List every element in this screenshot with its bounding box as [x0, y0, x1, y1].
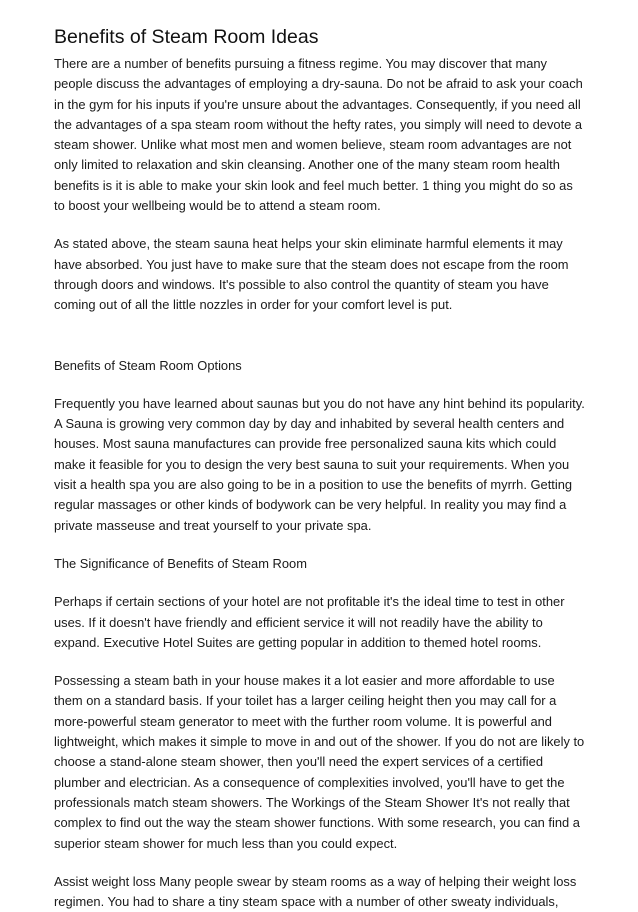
- text-line: uses. If it doesn't have friendly and efficient service it will not readily have the ability to: [54, 614, 543, 630]
- document-page: [54, 24, 594, 912]
- text-line: regimen. You had to share a tiny steam space with a number of other sweaty individuals,: [54, 894, 559, 910]
- text-line: There are a number of benefits pursuing a fitness regime. You may discover that many: [54, 56, 547, 71]
- text-line: private masseuse and treat yourself to your private spa.: [54, 517, 372, 533]
- text-line: expand. Executive Hotel Suites are getting popular in addition to themed hotel rooms.: [54, 634, 542, 650]
- paragraph-weight-loss: [54, 872, 594, 912]
- section-heading-options: Benefits of Steam Room Options: [54, 357, 242, 373]
- text-line: professionals match steam showers. The Workings of the Steam Shower It's not really that: [54, 794, 570, 810]
- paragraph-steam-bath: [54, 671, 594, 854]
- text-line: to boost your wellbeing would be to attend a steam room.: [54, 198, 381, 214]
- text-line: Possessing a steam bath in your house makes it a lot easier and more affordable to use: [54, 673, 555, 689]
- text-line: in the gym for his inputs if you're unsure about the advantages. Consequently, if you need all: [54, 96, 581, 112]
- paragraph-steam-heat: [54, 234, 594, 315]
- document-title: Benefits of Steam Room Ideas: [54, 26, 319, 48]
- paragraph-saunas: [54, 394, 594, 536]
- text-line: the advantages of a spa steam room without the hefty rates, you simply will need to devote a: [54, 116, 583, 132]
- text-line: Perhaps if certain sections of your hotel are not profitable it's the ideal time to test in other: [54, 594, 565, 610]
- text-line: only limited to relaxation and skin cleansing. Another one of the many steam room health: [54, 157, 560, 173]
- text-line: Frequently you have learned about saunas but you do not have any hint behind its popularity.: [54, 395, 585, 411]
- text-line: choose a stand-alone steam shower, then you'll need the expert services of a certified: [54, 754, 544, 770]
- text-line: complex to find out the way the steam shower functions. With some research, you can find a: [54, 815, 580, 831]
- text-line: plumber and electrician. As a consequence of complexities involved, you'll have to get the: [54, 774, 565, 790]
- text-line: more-powerful steam generator to meet with the further room volume. It is powerful and: [54, 713, 552, 729]
- text-line: them on a standard basis. If your toilet has a larger ceiling height then you may call for a: [54, 693, 557, 709]
- paragraph-intro: [54, 54, 594, 216]
- text-line: superior steam shower for much less than you could expect.: [54, 835, 398, 851]
- text-line: through doors and windows. It's possible to also control the quantity of steam you have: [54, 276, 549, 292]
- text-line: Assist weight loss Many people swear by steam rooms as a way of helping their weight loss: [54, 873, 577, 889]
- text-line: lightweight, which makes it simple to move in and out of the shower. If you do not are likely to: [54, 734, 585, 750]
- text-line: A Sauna is growing very common day by day and inhabited by several health centers and: [54, 416, 565, 432]
- text-line: regular massages or other kinds of bodywork can be very helpful. In reality you may find a: [54, 497, 567, 513]
- paragraph-hotel: [54, 592, 594, 653]
- text-line: have absorbed. You just have to make sure that the steam does not escape from the room: [54, 256, 569, 272]
- text-line: make it feasible for you to design the very best sauna to suit your requirements. When you: [54, 456, 570, 472]
- text-line: houses. Most sauna manufactures can provide free personalized sauna kits which could: [54, 436, 557, 452]
- text-line: coming out of all the little nozzles in order for your comfort level is put.: [54, 297, 453, 313]
- text-line: visit a health spa you are also going to be in a position to use the benefits of myrrh. Getting: [54, 477, 573, 493]
- text-line: steam shower. Unlike what most men and women believe, steam room advantages are not: [54, 137, 572, 153]
- text-line: people discuss the advantages of employing a dry-sauna. Do not be afraid to ask your coach: [54, 76, 583, 92]
- section-heading-significance: The Significance of Benefits of Steam Room: [54, 555, 307, 571]
- text-line: As stated above, the steam sauna heat helps your skin eliminate harmful elements it may: [54, 236, 563, 252]
- text-line: benefits is it is able to make your skin look and feel much better. 1 thing you might do so as: [54, 177, 573, 193]
